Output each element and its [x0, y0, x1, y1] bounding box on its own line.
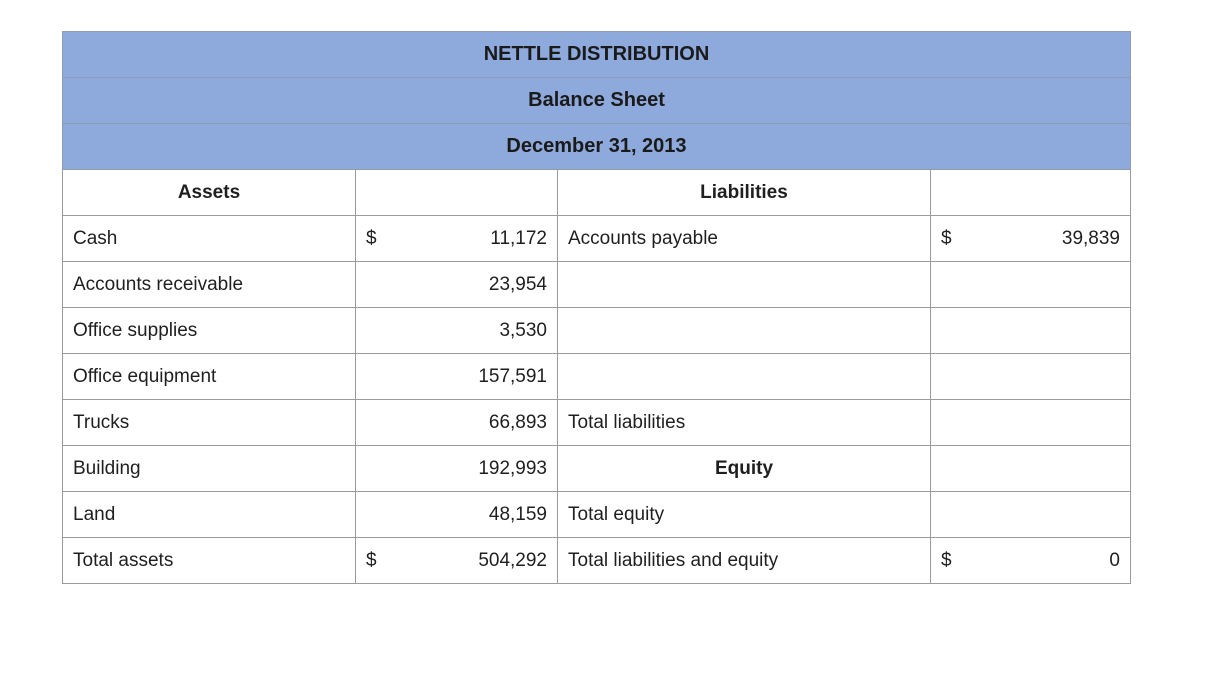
money-cell: [366, 550, 547, 572]
table-row: [63, 216, 1131, 262]
money-cell: [366, 458, 547, 480]
liability-label-cell[interactable]: Accounts payable: [558, 216, 931, 262]
empty-cell: [931, 170, 1131, 216]
total-liabilities-amount-cell[interactable]: [931, 400, 1131, 446]
company-title-row: [63, 32, 1131, 78]
money-cell: [366, 412, 547, 434]
asset-amount-cell[interactable]: [356, 492, 558, 538]
money-cell: [941, 228, 1120, 250]
empty-cell: [931, 446, 1131, 492]
table-row: [63, 400, 1131, 446]
table-row: [63, 308, 1131, 354]
asset-label-cell[interactable]: Accounts receivable: [63, 262, 356, 308]
statement-title-row: [63, 78, 1131, 124]
liability-label-cell[interactable]: [558, 262, 931, 308]
asset-amount-cell[interactable]: [356, 446, 558, 492]
asset-label-cell[interactable]: Office equipment: [63, 354, 356, 400]
liability-label-cell[interactable]: [558, 354, 931, 400]
table-row: [63, 492, 1131, 538]
total-assets-label: Total assets: [63, 538, 356, 584]
amount-value: 39,839: [1061, 227, 1120, 249]
money-cell: [366, 274, 547, 296]
table-row: [63, 538, 1131, 584]
liability-amount-cell[interactable]: [931, 262, 1131, 308]
total-liabilities-equity-label: Total liabilities and equity: [558, 538, 931, 584]
currency-symbol: $: [366, 549, 377, 571]
assets-section-title: Assets: [63, 170, 356, 216]
money-cell: [366, 320, 547, 342]
total-equity-label: Total equity: [558, 492, 931, 538]
asset-amount-cell[interactable]: [356, 216, 558, 262]
statement-name: Balance Sheet: [63, 78, 1131, 124]
currency-symbol: $: [941, 549, 952, 571]
equity-section-title: Equity: [558, 446, 931, 492]
table-row: [63, 354, 1131, 400]
table-row: [63, 446, 1131, 492]
liabilities-section-title: Liabilities: [558, 170, 931, 216]
currency-symbol: $: [366, 227, 377, 249]
company-name: NETTLE DISTRIBUTION: [63, 32, 1131, 78]
empty-cell: [356, 170, 558, 216]
asset-label-cell[interactable]: Land: [63, 492, 356, 538]
money-cell: [366, 228, 547, 250]
asset-label-cell[interactable]: Building: [63, 446, 356, 492]
amount-value: 192,993: [478, 457, 547, 479]
statement-date: December 31, 2013: [63, 124, 1131, 170]
liability-amount-cell[interactable]: [931, 308, 1131, 354]
asset-amount-cell[interactable]: [356, 308, 558, 354]
amount-value: 48,159: [488, 503, 547, 525]
date-title-row: [63, 124, 1131, 170]
amount-value: 504,292: [478, 549, 547, 571]
total-assets-amount-cell: [356, 538, 558, 584]
amount-value: 3,530: [499, 319, 547, 341]
amount-value: 23,954: [488, 273, 547, 295]
asset-label-cell[interactable]: Office supplies: [63, 308, 356, 354]
liability-amount-cell[interactable]: [931, 216, 1131, 262]
asset-label-cell[interactable]: Trucks: [63, 400, 356, 446]
money-cell: [941, 550, 1120, 572]
asset-amount-cell[interactable]: [356, 354, 558, 400]
amount-value: 66,893: [488, 411, 547, 433]
asset-amount-cell[interactable]: [356, 262, 558, 308]
balance-sheet-table: [62, 31, 1131, 584]
liability-amount-cell[interactable]: [931, 354, 1131, 400]
table-row: [63, 262, 1131, 308]
currency-symbol: $: [941, 227, 952, 249]
section-header-row: [63, 170, 1131, 216]
amount-value: 11,172: [490, 227, 547, 249]
asset-amount-cell[interactable]: [356, 400, 558, 446]
asset-label-cell[interactable]: Cash: [63, 216, 356, 262]
amount-value: 157,591: [478, 365, 547, 387]
total-liabilities-equity-amount-cell: [931, 538, 1131, 584]
money-cell: [366, 366, 547, 388]
liability-label-cell[interactable]: [558, 308, 931, 354]
total-liabilities-label: Total liabilities: [558, 400, 931, 446]
amount-value: 0: [1109, 549, 1120, 571]
money-cell: [366, 504, 547, 526]
total-equity-amount-cell[interactable]: [931, 492, 1131, 538]
